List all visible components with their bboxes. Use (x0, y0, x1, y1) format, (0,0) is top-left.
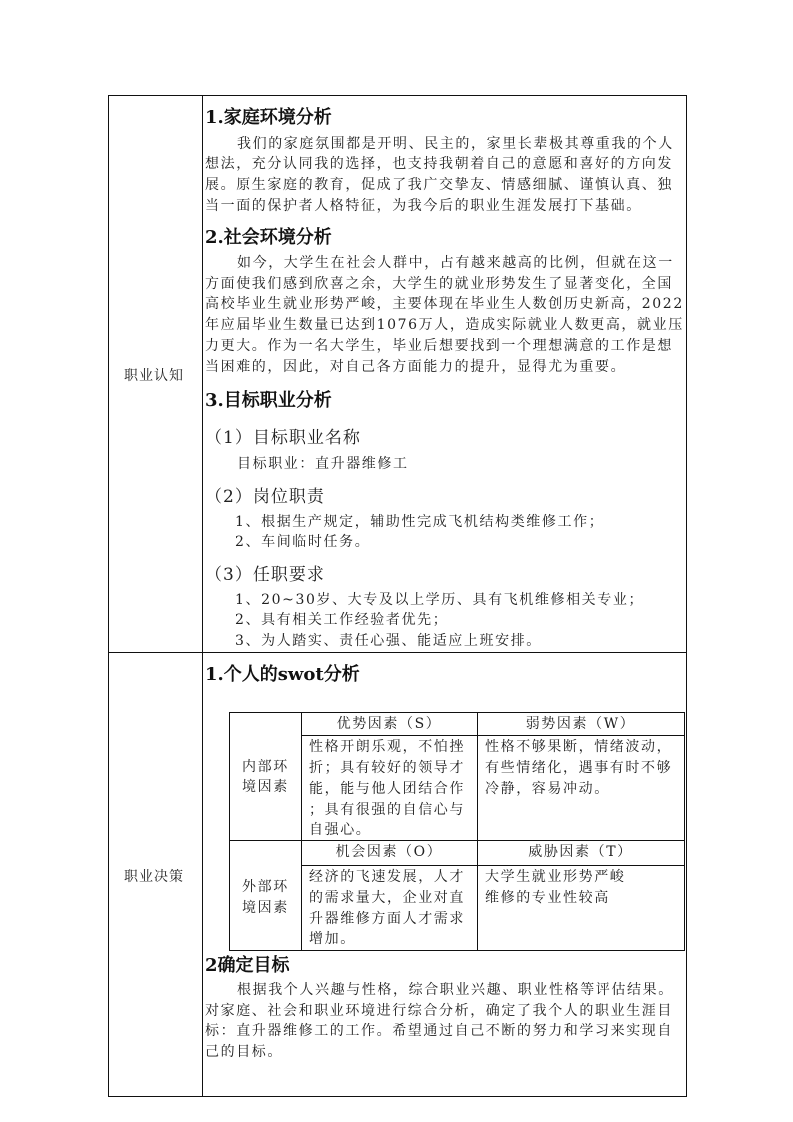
target-name: 目标职业：直升器维修工 (237, 456, 409, 472)
society-line: 方面使我们感到欣喜之余，大学生的就业形势发生了显著变化，全国 (205, 276, 673, 292)
table-border-right (686, 95, 687, 1097)
swot-border (229, 950, 684, 951)
requirement-item: 1、20~30岁、大专及以上学历、具有飞机维修相关专业； (235, 592, 645, 608)
family-line: 想法，充分认同我的选择，也支持我朝着自己的意愿和喜好的方向发 (205, 156, 673, 172)
requirement-subheading: （3）任职要求 (205, 565, 325, 585)
duty-subheading: （2）岗位职责 (205, 487, 325, 507)
column-divider (202, 95, 203, 1097)
swot-border (477, 712, 478, 951)
swot-border (301, 712, 302, 951)
strength-line: 自强心。 (309, 822, 372, 838)
table-border-left (108, 95, 109, 1097)
threat-line: 大学生就业形势严峻 (485, 869, 626, 885)
duty-item: 2、车间临时任务。 (235, 534, 371, 550)
swot-border (684, 712, 685, 951)
family-heading: 1.家庭环境分析 (205, 107, 332, 128)
external-label: 外部环 (242, 879, 289, 895)
weakness-header: 弱势因素（W） (525, 716, 636, 732)
external-label: 境因素 (242, 900, 289, 916)
family-line: 我们的家庭氛围都是开明、民主的，家里长辈极其尊重我的个人 (237, 136, 674, 152)
strength-header: 优势因素（S） (336, 716, 442, 732)
swot-border (301, 735, 684, 736)
swot-border (301, 865, 684, 866)
row-label-cognition: 职业认知 (124, 368, 184, 384)
row-divider (108, 652, 687, 653)
internal-label: 境因素 (242, 779, 289, 795)
target-heading: 3.目标职业分析 (205, 390, 332, 411)
duty-item: 1、根据生产规定，辅助性完成飞机结构类维修工作； (235, 514, 605, 530)
opportunity-header: 机会因素（O） (335, 844, 443, 860)
strength-line: ；具有很强的自信心与 (309, 802, 465, 818)
swot-border (229, 712, 230, 951)
requirement-item: 2、具有相关工作经验者优先； (235, 612, 449, 628)
opportunity-line: 的需求量大，企业对直 (309, 890, 465, 906)
goal-heading: 2确定目标 (205, 955, 290, 976)
goal-line: 标：直升器维修工的工作。希望通过自己不断的努力和学习来实现自 (205, 1023, 673, 1039)
threat-line: 维修的专业性较高 (485, 890, 610, 906)
weakness-line: 冷静，容易冲动。 (485, 781, 610, 797)
swot-heading: 1.个人的swot分析 (205, 664, 360, 685)
threat-header: 威胁因素（T） (528, 844, 633, 860)
society-line: 力更大。作为一名大学生，毕业后想要找到一个理想满意的工作是想 (205, 338, 673, 354)
society-line: 高校毕业生就业形势严峻，主要体现在毕业生人数创历史新高，2022 (205, 296, 684, 312)
society-line: 年应届毕业生数量已达到1076万人，造成实际就业人数更高，就业压 (205, 317, 684, 333)
table-border-bottom (108, 1096, 687, 1097)
goal-line: 对家庭、社会和职业环境进行综合分析，确定了我个人的职业生涯目 (205, 1003, 673, 1019)
family-line: 展。原生家庭的教育，促成了我广交挚友、情感细腻、谨慎认真、独 (205, 177, 673, 193)
strength-line: 能，能与他人团结合作 (309, 781, 465, 797)
requirement-item: 3、为人踏实、责任心强、能适应上班安排。 (235, 633, 542, 649)
target-name-subheading: （1）目标职业名称 (205, 428, 361, 448)
row-label-decision: 职业决策 (124, 869, 184, 885)
strength-line: 折；具有较好的领导才 (309, 760, 465, 776)
society-line: 如今，大学生在社会人群中，占有越来越高的比例，但就在这一 (237, 255, 674, 271)
swot-border (229, 712, 684, 713)
goal-line: 根据我个人兴趣与性格，综合职业兴趣、职业性格等评估结果。 (237, 982, 674, 998)
society-line: 当困难的，因此，对自己各方面能力的提升，显得尤为重要。 (205, 359, 627, 375)
swot-border (229, 840, 684, 841)
weakness-line: 性格不够果断，情绪波动， (485, 739, 673, 755)
strength-line: 性格开朗乐观，不怕挫 (309, 739, 465, 755)
family-line: 当一面的保护者人格特征，为我今后的职业生涯发展打下基础。 (205, 198, 642, 214)
society-heading: 2.社会环境分析 (205, 227, 332, 248)
opportunity-line: 经济的飞速发展，人才 (309, 869, 465, 885)
opportunity-line: 升器维修方面人才需求 (309, 911, 465, 927)
internal-label: 内部环 (242, 759, 289, 775)
opportunity-line: 增加。 (309, 931, 356, 947)
table-border-top (108, 95, 687, 96)
weakness-line: 有些情绪化，遇事有时不够 (485, 760, 673, 776)
goal-line: 己的目标。 (205, 1044, 283, 1060)
